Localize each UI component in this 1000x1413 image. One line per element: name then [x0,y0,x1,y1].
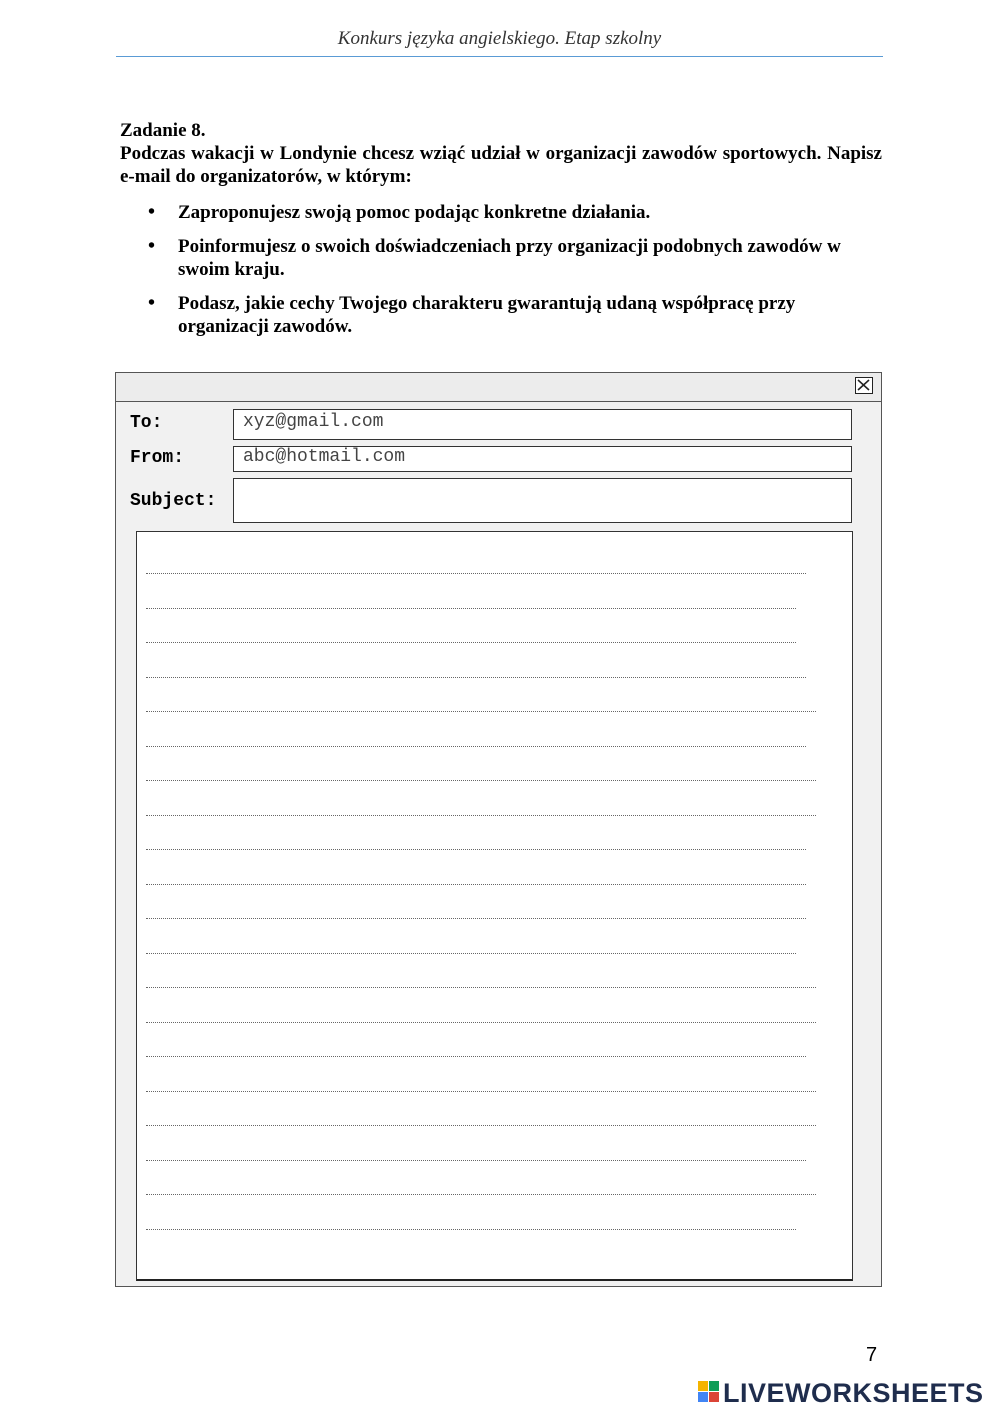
task-bullets [120,201,882,349]
writing-line [146,1160,806,1161]
writing-line [146,573,806,574]
task-prompt: Podczas wakacji w Londynie chcesz wziąć udział w organizacji zawodów sportowych. Napisz e-mail do organizatorów, w którym: [120,143,882,187]
writing-line [146,1022,816,1023]
writing-line [146,608,796,609]
from-field[interactable]: abc@hotmail.com [233,446,852,472]
writing-line [146,849,806,850]
window-titlebar [116,373,881,402]
writing-line [146,1229,796,1230]
to-label: To: [130,413,163,433]
writing-line [146,1056,806,1057]
from-label: From: [130,448,185,468]
writing-line [146,677,806,678]
writing-line [146,642,796,643]
writing-line [146,1091,816,1092]
subject-label: Subject: [130,491,217,511]
writing-line [146,1125,816,1126]
page-number: 7 [866,1344,878,1366]
header-divider [116,56,883,57]
logo-icon [698,1381,720,1405]
email-body-field[interactable] [136,531,853,1281]
close-icon[interactable] [855,377,873,394]
task-block [120,119,882,188]
writing-line [146,953,796,954]
task-title: Zadanie 8. [120,120,206,141]
writing-line [146,918,806,919]
writing-line [146,746,806,747]
writing-line [146,987,816,988]
to-field[interactable]: xyz@gmail.com [233,409,852,440]
email-window [115,372,882,1287]
writing-line [146,780,816,781]
page-header: Konkurs języka angielskiego. Etap szkolny [337,28,662,49]
liveworksheets-logo [698,1377,984,1409]
logo-text: LIVEWORKSHEETS [723,1377,984,1408]
writing-line [146,815,816,816]
subject-field[interactable] [233,478,852,523]
writing-line [146,1194,816,1195]
bullet-item: • Poinformujesz o swoich doświadczeniach przy organizacji podobnych zawodów w swoim kraju. [120,235,882,281]
writing-line [146,711,816,712]
writing-line [146,884,806,885]
bullet-item: • Podasz, jakie cechy Twojego charakteru gwarantują udaną współpracę przy organizacji zawodów. [120,292,882,338]
bullet-item: • Zaproponujesz swoją pomoc podając konkretne działania. [120,201,882,224]
